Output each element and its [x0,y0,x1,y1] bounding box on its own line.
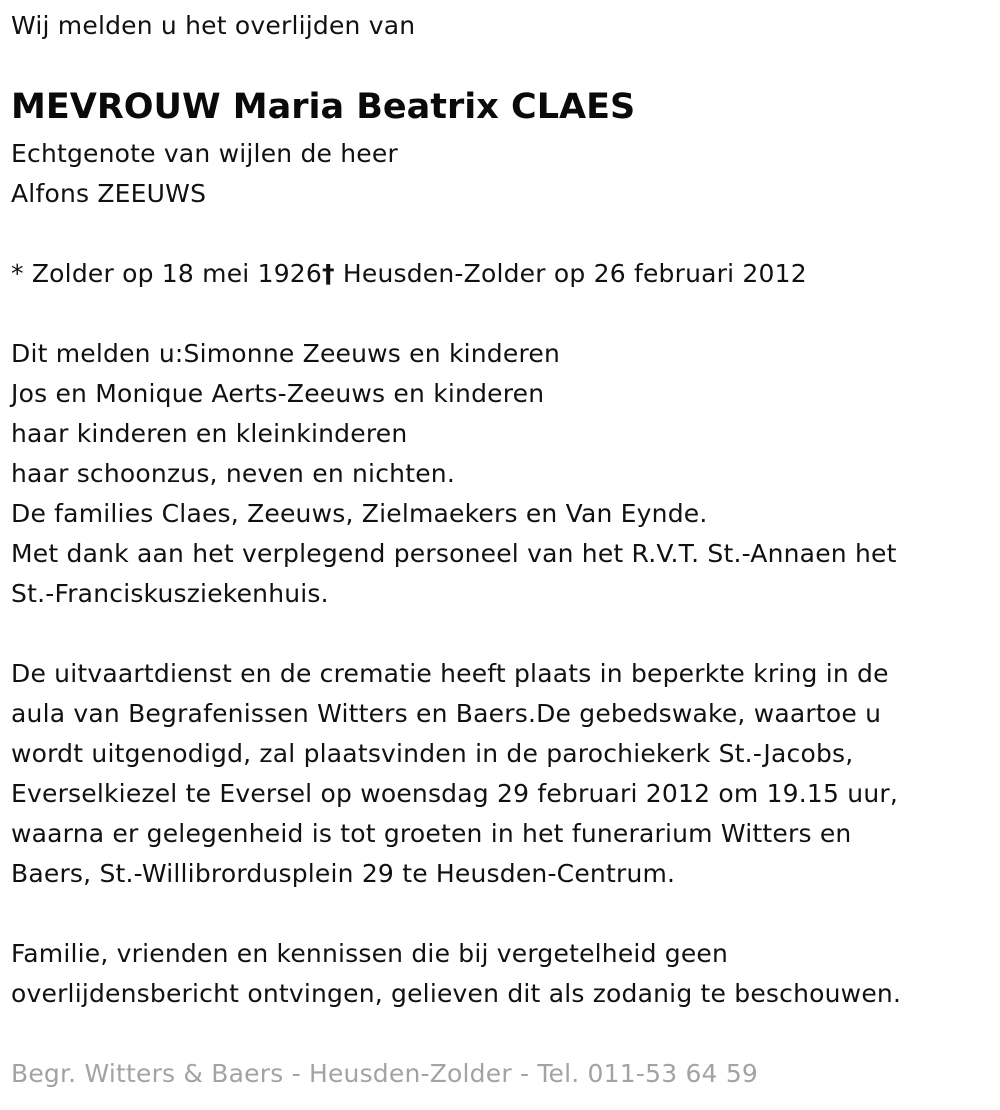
service-block [11,654,898,894]
service-line: De uitvaartdienst en de crematie heeft plaats in beperkte kring in de [11,659,889,688]
spouse-line-2: Alfons ZEEUWS [11,179,207,208]
spouse-line-1: Echtgenote van wijlen de heer [11,139,398,168]
service-line: Baers, St.-Willibrordusplein 29 te Heusden-Centrum. [11,859,676,888]
dates-block [11,254,807,294]
birth-date: * Zolder op 18 mei 1926 [11,259,323,288]
death-date: Heusden-Zolder op 26 februari 2012 [334,259,807,288]
family-line: Dit melden u:Simonne Zeeuws en kinderen [11,339,561,368]
spouse-block [11,134,398,214]
family-line: St.-Franciskusziekenhuis. [11,579,329,608]
service-line: waarna er gelegenheid is tot groeten in het funerarium Witters en [11,819,852,848]
intro-text: Wij melden u het overlijden van [11,11,416,40]
service-line: Everselkiezel te Eversel op woensdag 29 februari 2012 om 19.15 uur, [11,779,899,808]
family-line: Met dank aan het verplegend personeel van het R.V.T. St.-Annaen het [11,539,897,568]
dates-line [11,254,807,294]
family-line: Jos en Monique Aerts-Zeeuws en kinderen [11,379,545,408]
family-line: haar kinderen en kleinkinderen [11,419,408,448]
notice-line: Familie, vrienden en kennissen die bij vergetelheid geen [11,939,729,968]
cross-icon: † [322,259,335,288]
service-line: wordt uitgenodigd, zal plaatsvinden in de parochiekerk St.-Jacobs, [11,739,854,768]
notice-line: overlijdensbericht ontvingen, gelieven dit als zodanig te beschouwen. [11,979,902,1008]
family-block [11,334,897,614]
funeral-home-footer: Begr. Witters & Baers - Heusden-Zolder - Tel. 011-53 64 59 [11,1059,759,1088]
deceased-name: MEVROUW Maria Beatrix CLAES [11,87,636,127]
family-line: De families Claes, Zeeuws, Zielmaekers en Van Eynde. [11,499,708,528]
notice-block [11,934,901,1014]
service-line: aula van Begrafenissen Witters en Baers.De gebedswake, waartoe u [11,699,882,728]
family-line: haar schoonzus, neven en nichten. [11,459,455,488]
